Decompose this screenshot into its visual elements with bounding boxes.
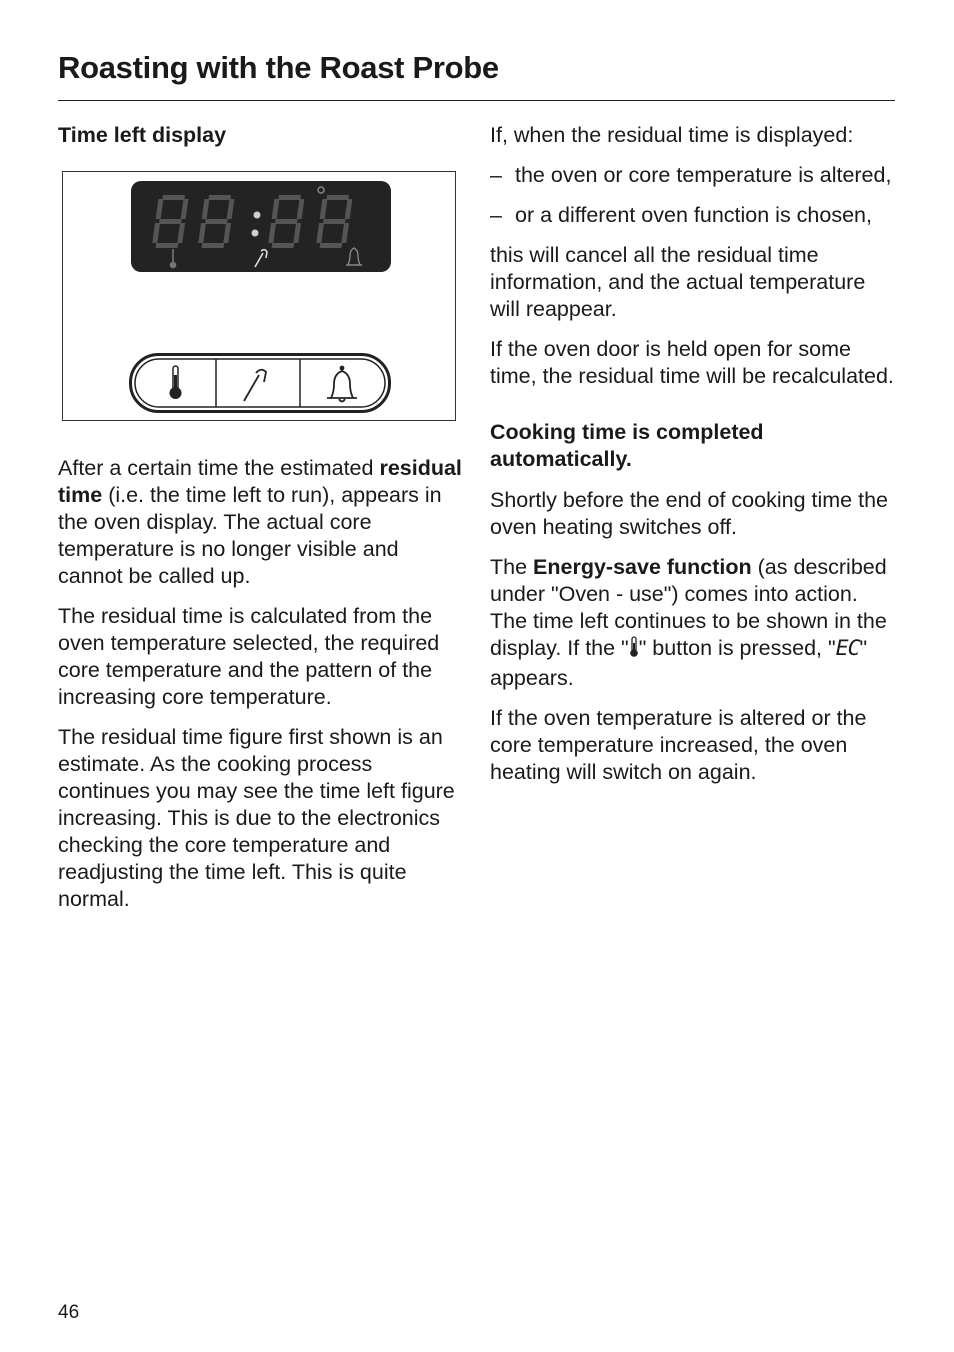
thermometer-icon [629,636,639,665]
paragraph-energy-save: The Energy-save function (as described under "Oven - use") comes into action. The time left continues to be shown in the display. If the " " button is pressed, "EC" appears. [490,555,887,690]
section-heading-cooking-complete: Cooking time is completed automatically. [490,420,764,471]
page-title: Roasting with the Roast Probe [58,50,499,85]
paragraph-residual-time: After a certain time the estimated residual time (i.e. the time left to run), appears in the oven display. The actual core temperature is no longer visible and cannot be called up. [58,456,462,588]
paragraph-calculation: The residual time is calculated from the oven temperature selected, the required core temperature and the pattern of the increasing core temperature. [58,604,440,709]
dash-marker: – [490,203,502,227]
bell-button[interactable] [302,361,382,405]
list-item: – the oven or core temperature is altered, [490,163,892,187]
paragraph-heating-on: If the oven temperature is altered or the core temperature increased, the oven heating will switch on again. [490,706,867,784]
display-thermometer-icon [171,249,176,268]
paragraph-intro: If, when the residual time is displayed: [490,123,854,147]
list-item: – or a different oven function is chosen, [490,203,872,227]
thermometer-button[interactable] [137,361,215,405]
right-column [490,122,894,799]
display-bell-icon [346,248,362,265]
title-rule [58,100,895,101]
display-probe-icon [255,250,267,267]
section-heading-time-left: Time left display [58,123,227,147]
oven-display [131,181,391,272]
paragraph-heating-off: Shortly before the end of cooking time the oven heating switches off. [490,488,888,539]
seven-segment-digits [131,181,391,272]
paragraph-estimate: The residual time figure first shown is an estimate. As the cooking process continues you may see the time left figure increasing. This is due to the electronics checking the core temperature and readjusting the time left. This is quite normal. [58,725,455,911]
page-number: 46 [58,1302,80,1323]
paragraph-cancel: this will cancel all the residual time information, and the actual temperature will reappear. [490,243,866,321]
paragraph-door-open: If the oven door is held open for some time, the residual time will be recalculated. [490,337,894,388]
left-column [58,122,468,926]
control-buttons [129,353,391,420]
dash-marker: – [490,163,502,187]
ec-code: EC [835,636,860,661]
oven-control-figure [62,171,456,421]
probe-button[interactable] [218,361,298,405]
